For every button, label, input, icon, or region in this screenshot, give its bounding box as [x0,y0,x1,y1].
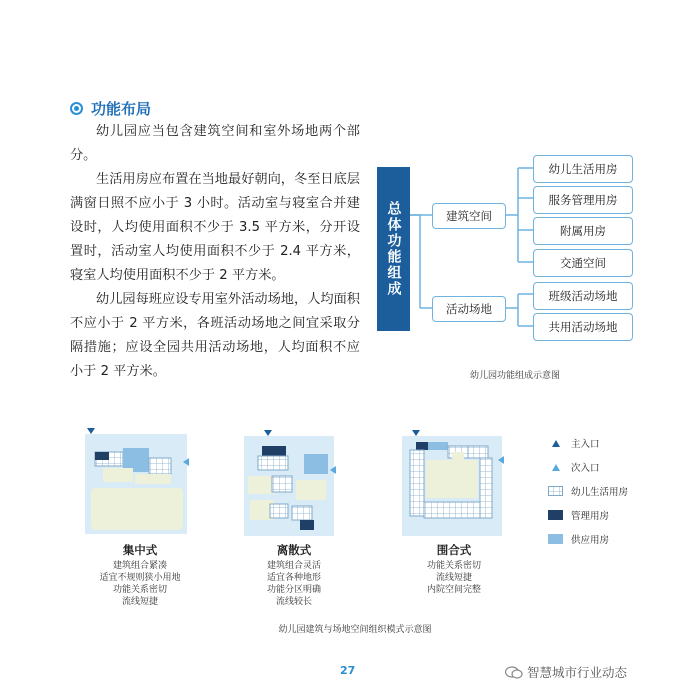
legend-label: 主入口 [571,439,600,450]
child-class-site: 班级活动场地 [533,282,633,310]
paragraph-1: 幼儿园应当包含建筑空间和室外场地两个部分。 [70,124,360,163]
plans-caption: 幼儿园建筑与场地空间组织模式示意图 [278,625,432,635]
desc-line: 功能分区明确 [266,585,321,595]
desc-line: 流线较长 [275,597,312,607]
paragraph-2: 生活用房应布置在当地最好朝向，冬至日底层满窗日照不应小于 3 小时。活动室与寝室合并建设时，人均使用面积不少于 3.5 平方米，分开设置时，活动室人均使用面积不少于 2.4 平方米，寝室人均使用面积不少于 2 平方米。 [70,172,360,283]
page-number: 27 [340,664,356,677]
branch-building-space: 建筑空间 [432,203,506,229]
watermark-text: 智慧城市行业动态 [527,665,628,680]
plan-centralized-desc [80,560,200,608]
grid-swatch-icon [548,486,563,496]
plan-dispersed-desc [234,560,354,608]
legend-label: 供应用房 [571,535,610,546]
branch-activity-site: 活动场地 [432,296,506,322]
main-entrance-triangle-icon [552,440,560,447]
plan-dispersed-title: 离散式 [276,543,312,557]
plan-enclosed-title: 围合式 [436,543,472,557]
secondary-entrance-triangle-icon [552,464,560,471]
desc-line: 功能关系密切 [112,585,167,595]
plan-enclosed-desc [394,560,514,596]
child-shared-site: 共用活动场地 [533,313,633,341]
desc-line: 功能关系密切 [426,561,481,571]
desc-line: 内院空间完整 [426,585,481,595]
desc-line: 适宜不规则狭小用地 [99,573,181,583]
legend-main-entrance [548,436,600,450]
diagram-caption: 幼儿园功能组成示意图 [469,371,560,381]
child-service-rooms: 服务管理用房 [533,186,633,214]
diagram-root-box: 总体功能组成 [377,167,410,331]
legend-label: 管理用房 [571,511,610,522]
legend-management-rooms [548,508,609,522]
legend-secondary-entrance [548,460,600,474]
plan-centralized-title: 集中式 [122,543,158,557]
legend-label: 次入口 [571,463,600,474]
paragraph-3: 幼儿园每班应设专用室外活动场地，人均面积不应小于 2 平方米，各班活动场地之间宜采取分隔措施；应设全园共用活动场地，人均面积不应小于 2 平方米。 [70,292,360,379]
dark-swatch-icon [548,510,563,520]
light-swatch-icon [548,534,563,544]
child-living-rooms: 幼儿生活用房 [533,155,633,183]
watermark [505,663,627,681]
desc-line: 流线短捷 [121,597,158,607]
child-auxiliary-rooms: 附属用房 [533,217,633,245]
desc-line: 流线短捷 [435,573,472,583]
plan-centralized [85,428,195,538]
desc-line: 适宜各种地形 [266,573,321,583]
wechat-icon [505,666,523,679]
desc-line: 建筑组合紧凑 [112,561,167,571]
legend-supply-rooms [548,532,609,546]
heading-text: 功能布局 [91,99,152,118]
plan-dispersed [244,430,344,540]
desc-line: 建筑组合灵活 [266,561,321,571]
legend-label: 幼儿生活用房 [571,487,629,498]
plan-enclosed [402,430,508,540]
legend-child-living-rooms [548,484,628,498]
child-circulation: 交通空间 [533,249,633,277]
